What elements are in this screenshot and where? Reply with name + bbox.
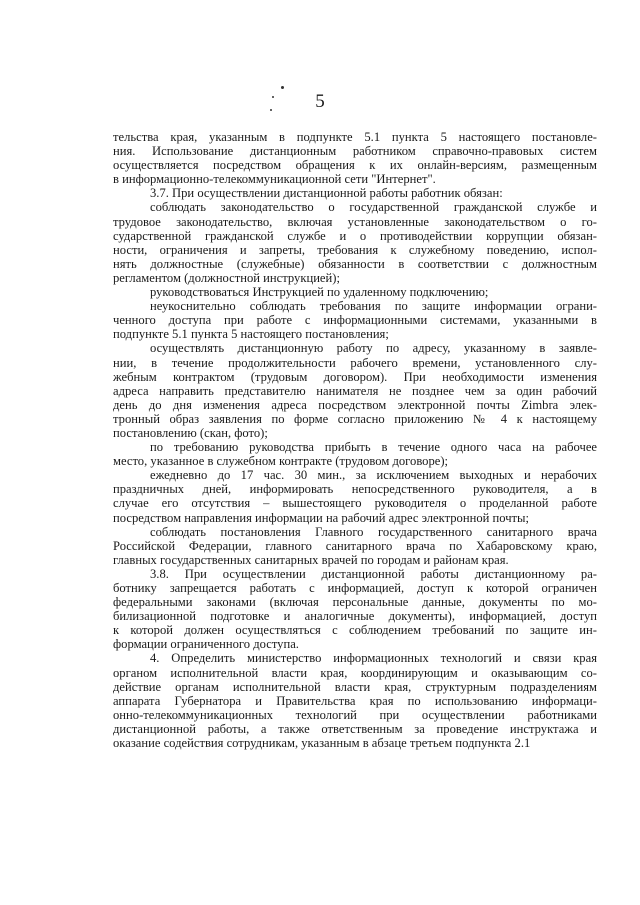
paragraph <box>113 525 597 567</box>
paragraph <box>113 299 597 341</box>
text-line: осуществлять дистанционную работу по адресу, указанному в заявле- <box>150 341 597 356</box>
text-line: случае его отсутствия – вышестоящего руководителя о проделанной работе <box>113 496 597 511</box>
text-line: нии, в течение продолжительности рабочего времени, установленного слу- <box>113 355 597 370</box>
text-line: подпункте 5.1 пункта 5 настоящего постановления; <box>113 327 389 342</box>
text-line: к которой должен осуществляться с соблюдением требований по защите ин- <box>113 623 597 638</box>
page-number: 5 <box>315 91 325 112</box>
paragraph <box>113 130 597 186</box>
paragraph <box>113 200 597 285</box>
text-line: ния. Использование дистанционным работником справочно-правовых систем <box>113 144 597 159</box>
text-line: тронный образ заявления по форме согласно приложению № 4 к настоящему <box>113 411 597 426</box>
paragraph <box>113 567 597 652</box>
paragraph <box>113 468 597 524</box>
text-line: Российской Федерации, главного санитарного врача по Хабаровскому краю, <box>113 538 597 553</box>
text-line: оказание содействия сотрудникам, указанным в абзаце третьем подпункта 2.1 <box>113 736 531 751</box>
text-line: аппарата Губернатора и Правительства края по использованию информаци- <box>113 693 597 708</box>
text-line: осуществляется посредством обращения к их онлайн-версиям, размещенным <box>113 158 597 173</box>
text-line: дистанционной работы, а также ответственным за проведение инструктажа и <box>113 721 597 736</box>
text-line: формации ограниченного доступа. <box>113 637 299 652</box>
text-line: посредством направления информации на рабочий адрес электронной почты; <box>113 510 530 525</box>
text-line: ности, ограничения и запреты, требования к служебному поведению, испол- <box>113 242 597 257</box>
text-line: 3.7. При осуществлении дистанционной работы работник обязан: <box>150 186 503 201</box>
paragraph <box>113 285 597 299</box>
text-line: регламентом (должностной инструкцией); <box>113 270 340 285</box>
text-line: тельства края, указанным в подпункте 5.1 пункта 5 настоящего постановле- <box>113 130 597 144</box>
text-line: ежедневно до 17 час. 30 мин., за исключением выходных и нерабочих <box>150 468 597 483</box>
text-line: онно-телекоммуникационных технологий при осуществлении работниками <box>113 707 597 722</box>
paragraph <box>113 341 597 440</box>
text-line: праздничных дней, информировать непосредственного руководителя, а в <box>113 482 597 497</box>
scan-speck <box>281 86 284 89</box>
text-line: 4. Определить министерство информационных технологий и связи края <box>150 651 597 666</box>
text-line: место, указанное в служебном контракте (трудовом договоре); <box>113 454 449 469</box>
text-line: соблюдать законодательство о государственной гражданской службе и <box>150 200 597 215</box>
text-line: по требованию руководства прибыть в течение одного часа на рабочее <box>150 440 597 455</box>
paragraph <box>113 440 597 468</box>
text-line: ченного доступа при работе с информационными системами, указанными в <box>113 313 597 328</box>
text-line: жебным контрактом (трудовым договором). При необходимости изменения <box>113 369 597 384</box>
text-line: соблюдать постановления Главного государственного санитарного врача <box>150 524 597 539</box>
text-line: трудовое законодательство, включая установленные законодательством о го- <box>113 214 597 229</box>
text-line: ботнику запрещается работать с информацией, доступ к которой ограничен <box>113 581 597 595</box>
text-line: руководствоваться Инструкцией по удаленному подключению; <box>150 285 489 300</box>
paragraph <box>113 186 597 200</box>
text-line: адреса направить представителю нанимателя не позднее чем за один рабочий <box>113 383 597 398</box>
text-line: постановлению (скан, фото); <box>113 425 268 440</box>
text-line: билизационной подготовке и аналогичные документы), информацией, доступ <box>113 609 597 624</box>
text-line: в информационно-телекоммуникационной сети "Интернет". <box>113 172 436 187</box>
text-line: сударственной гражданской службе и о противодействии коррупции обязан- <box>113 228 597 243</box>
paragraph <box>113 651 597 750</box>
text-line: 3.8. При осуществлении дистанционной работы дистанционному ра- <box>150 566 597 581</box>
document-body <box>113 130 597 750</box>
text-line: федеральными законами (включая персональные данные, документы по мо- <box>113 595 597 610</box>
text-line: действие органам исполнительной власти края, структурным подразделениям <box>113 679 597 694</box>
text-line: неукоснительно соблюдать требования по защите информации ограни- <box>150 299 597 314</box>
text-line: главных государственных санитарных врачей по городам и районам края. <box>113 552 509 567</box>
text-line: день до дня изменения адреса посредством электронной почты Zimbra элек- <box>113 397 597 412</box>
text-line: органом исполнительной власти края, координирующим и оказывающим со- <box>113 665 597 680</box>
text-line: нять должностные (служебные) обязанности в соответствии с должностным <box>113 256 597 271</box>
